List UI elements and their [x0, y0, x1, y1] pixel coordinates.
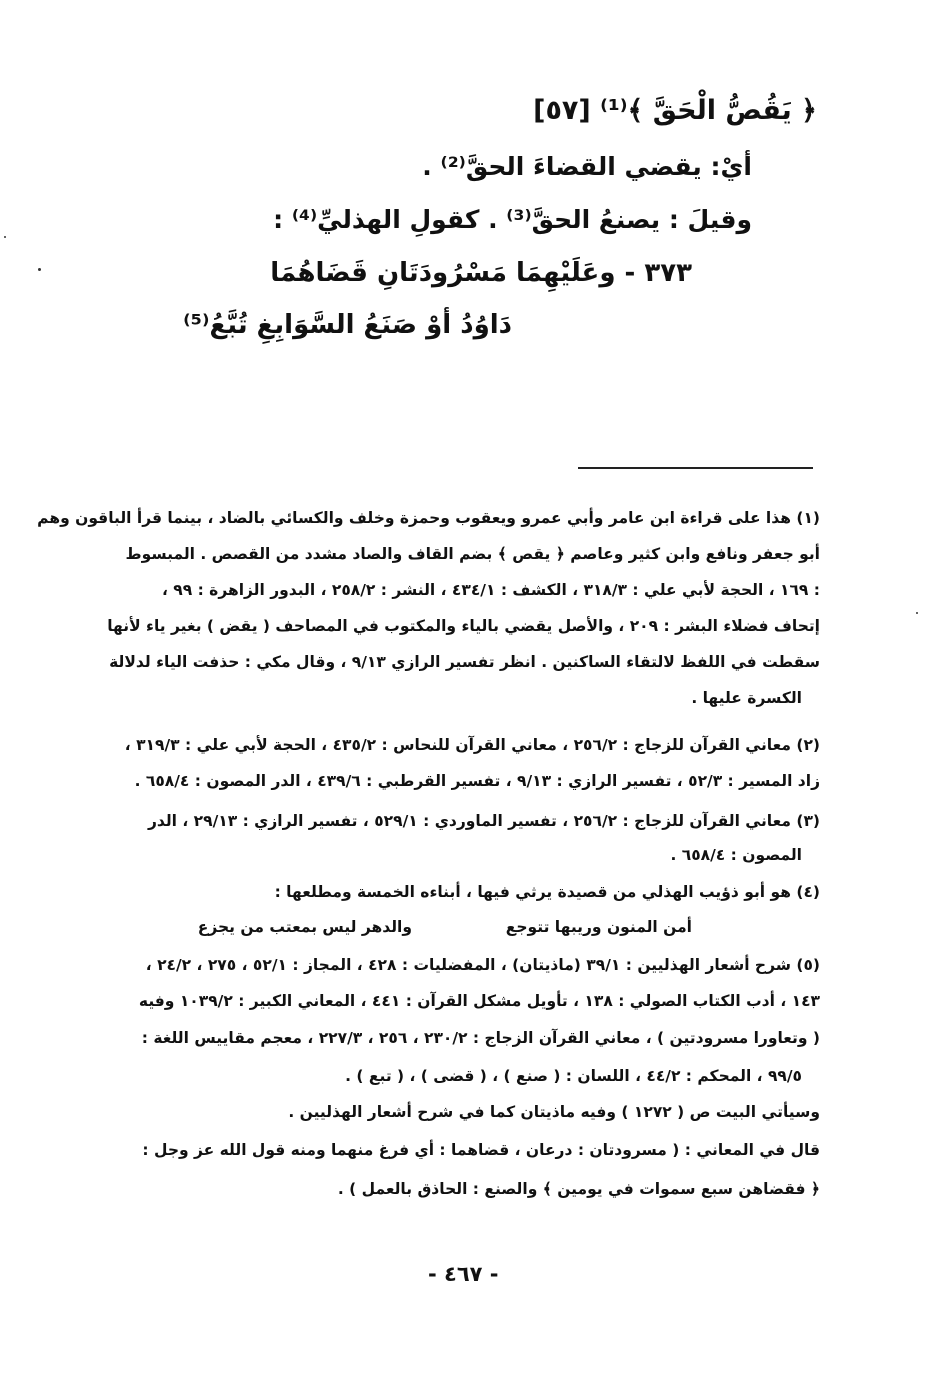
poem-verse-line-2: دَاوُدُ أوْ صَنَعُ السَّوَابِغِ تُبَّعُ⁽⁵⁾ [183, 310, 512, 340]
footnote-3-line-1: (٣) معاني القرآن للزجاج : ٢٥٦/٢ ، تفسير الماوردي : ٥٢٩/١ ، تفسير الرازي : ٢٩/١٣ ، الدر [147, 812, 820, 830]
footnote-separator [578, 467, 813, 469]
footnote-1-line-5: سقطت في اللفظ لالتقاء الساكنين . انظر تفسير الرازي ٩/١٣ ، وقال مكي : حذفت الياء لدلالة [109, 653, 820, 671]
verse-heading: ﴿ يَقُصُّ الْحَقَّ ﴾⁽¹⁾ [٥٧] [533, 95, 817, 126]
footnote-3-line-2: المصون : ٦٥٨/٤ . [670, 846, 802, 864]
footnote-2-line-2: زاد المسير : ٥٢/٣ ، تفسير الرازي : ٩/١٣ ، تفسير القرطبي : ٤٣٩/٦ ، الدر المصون : ٦٥٨/٤ . [134, 772, 820, 790]
footnote-4-hemistich-right: أمن المنون وريبها تتوجع [505, 918, 692, 936]
footnote-5-line-5: وسيأتي البيت ص ( ١٢٧٢ ) وفيه ماذيتان كما في شرح أشعار الهذليين . [288, 1103, 820, 1121]
page-number: - ٤٦٧ - [428, 1262, 499, 1286]
footnote-1-line-2: أبو جعفر ونافع وابن كثير وعاصم ﴿ يقص ﴾ بضم القاف والصاد مشدد من القصص . المبسوط [125, 545, 820, 563]
footnote-4-hemistich-left: والدهر ليس بمعتب من يجزع [197, 918, 412, 936]
footnote-1-line-4: إتحاف فضلاء البشر : ٢٠٩ ، والأصل يقضي بالياء والمكتوب في المصاحف ( يقض ) بغير ياء لأنها [107, 617, 820, 635]
footnote-1-line-3: : ١٦٩ ، الحجة لأبي علي : ٣١٨/٣ ، الكشف : ٤٣٤/١ ، النشر : ٢٥٨/٢ ، البدور الزاهرة : ٩٩ ، [161, 581, 820, 599]
footnote-5-line-1: (٥) شرح أشعار الهذليين : ٣٩/١ (ماذيتان) ، المفضليات : ٤٢٨ ، المجاز : ٥٢/١ ، ٢٧٥ ، ٢٤/٢ ، [145, 956, 820, 974]
footnote-4-line-1: (٤) هو أبو ذؤيب الهذلي من قصيدة يرثي فيها ، أبناءه الخمسة ومطلعها : [274, 883, 820, 901]
footnote-5-line-4: ٩٩/٥ ، المحكم : ٤٤/٢ ، اللسان : ( صنع ) ، ( قضى ) ، ( تبع ) . [345, 1067, 802, 1085]
footnote-5-line-2: ١٤٣ ، أدب الكتاب الصولي : ١٣٨ ، تأويل مشكل القرآن : ٤٤١ ، المعاني الكبير : ١٠٣٩/٢ وفيه [138, 992, 820, 1010]
footnote-5-line-3: ( وتعاورا مسرودتين ) ، معاني القرآن الزجاج : ٢٣٠/٢ ، ٢٥٦ ، ٢٢٧/٣ ، معجم مقاييس اللغة : [141, 1029, 820, 1047]
scan-speck [4, 236, 6, 238]
footnote-5-line-6: قال في المعاني : ( مسرودتان : درعان ، قضاهما : أي فرغ منهما ومنه قول الله عز وجل : [142, 1141, 820, 1159]
footnote-1-line-6: الكسرة عليها . [691, 689, 802, 707]
commentary-line-2: وقيلَ : يصنعُ الحقَّ⁽³⁾ . كقولِ الهذليِّ⁽⁴⁾ : [273, 205, 752, 234]
footnote-1-line-1: (١) هذا على قراءة ابن عامر وأبي عمرو ويعقوب وحمزة وخلف والكسائي بالضاد ، بينما قرأ الباقون وهم [37, 509, 820, 527]
footnote-2-line-1: (٢) معاني القرآن للزجاج : ٢٥٦/٢ ، معاني القرآن للنحاس : ٤٣٥/٢ ، الحجة لأبي علي : ٣١٩/٣ ، [124, 736, 820, 754]
commentary-line-1: أيْ: يقضي القضاءَ الحقَّ⁽²⁾ . [422, 152, 752, 181]
scan-speck [38, 268, 41, 271]
scan-speck [916, 612, 918, 614]
poem-verse-line-1: ٣٧٣ - وعَلَيْهِمَا مَسْرُودَتَانِ قَضَاهُمَا [270, 258, 692, 288]
footnote-5-line-7: ﴿ فقضاهن سبع سموات في يومين ﴾ والصنع : الحاذق بالعمل ) . [337, 1180, 820, 1198]
